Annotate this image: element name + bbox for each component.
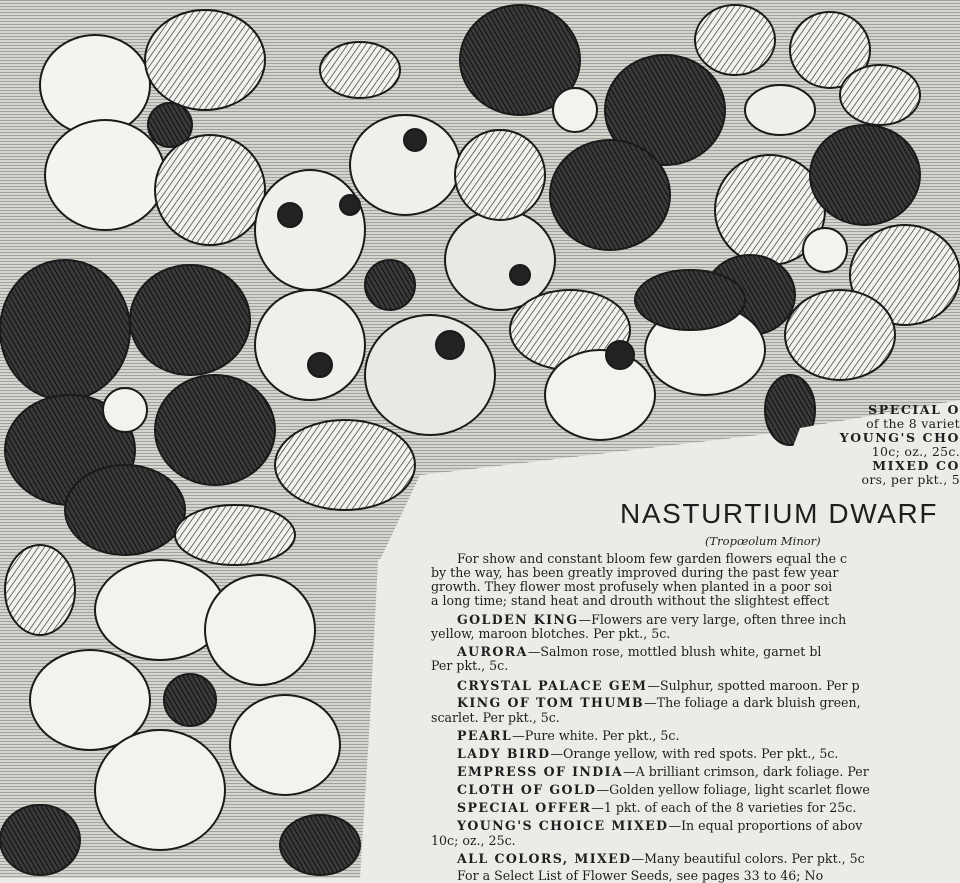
intro-line: a long time; stand heat and drouth without the slightest effect: [431, 593, 830, 608]
variety-entry: [457, 818, 862, 833]
variety-name: AURORA: [457, 644, 528, 659]
variety-entry: [457, 644, 821, 659]
variety-continuation: yellow, maroon blotches. Per pkt., 5c.: [431, 626, 671, 641]
variety-name: SPECIAL OFFER: [457, 800, 592, 815]
intro-line: by the way, has been greatly improved during the past few year: [431, 565, 839, 580]
variety-text: —Pure white. Per pkt., 5c.: [512, 728, 680, 743]
variety-continuation: 10c; oz., 25c.: [431, 833, 516, 848]
variety-text: —The foliage a dark bluish green,: [644, 695, 861, 710]
variety-entry: [457, 851, 865, 866]
variety-name: YOUNG'S CHOICE MIXED: [457, 818, 669, 833]
side-offer-line: ors, per pkt., 5: [861, 472, 960, 487]
variety-text: —Sulphur, spotted maroon. Per p: [647, 678, 860, 693]
variety-text: —1 pkt. of each of the 8 varieties for 25c.: [591, 800, 857, 815]
variety-name: PEARL: [457, 728, 513, 743]
variety-entry: [457, 764, 869, 779]
variety-name: EMPRESS OF INDIA: [457, 764, 624, 779]
variety-entry: [457, 612, 846, 627]
variety-text: —In equal proportions of abov: [668, 818, 863, 833]
variety-name: KING OF TOM THUMB: [457, 695, 645, 710]
variety-text: —Orange yellow, with red spots. Per pkt., 5c.: [550, 746, 839, 761]
section-subtitle: (Tropœolum Minor): [705, 534, 821, 548]
variety-continuation: Per pkt., 5c.: [431, 658, 509, 673]
variety-entry: [457, 782, 870, 797]
variety-name: CRYSTAL PALACE GEM: [457, 678, 648, 693]
side-offer-line: MIXED CO: [872, 458, 960, 473]
variety-text: —Salmon rose, mottled blush white, garnet bl: [527, 644, 822, 659]
intro-line: For show and constant bloom few garden flowers equal the c: [457, 551, 848, 566]
side-offer-block: [800, 403, 960, 487]
intro-line: growth. They flower most profusely when planted in a poor soi: [431, 579, 833, 594]
variety-name: ALL COLORS, MIXED: [457, 851, 632, 866]
side-offer-line: 10c; oz., 25c.: [871, 444, 960, 459]
variety-entry: [457, 678, 860, 693]
footer-note: For a Select List of Flower Seeds, see pages 33 to 46; No: [457, 868, 824, 883]
variety-text: —Golden yellow foliage, light scarlet flowe: [596, 782, 870, 797]
variety-entry: [457, 695, 861, 710]
variety-continuation: scarlet. Per pkt., 5c.: [431, 710, 560, 725]
variety-text: —Many beautiful colors. Per pkt., 5c: [631, 851, 865, 866]
variety-entry: [457, 746, 838, 761]
variety-name: LADY BIRD: [457, 746, 551, 761]
section-title: NASTURTIUM DWARF: [620, 498, 939, 529]
variety-text: —Flowers are very large, often three inch: [578, 612, 847, 627]
variety-name: CLOTH OF GOLD: [457, 782, 597, 797]
variety-name: GOLDEN KING: [457, 612, 579, 627]
side-offer-line: of the 8 variet: [866, 416, 960, 431]
variety-entry: [457, 800, 856, 815]
variety-entry: [457, 728, 679, 743]
side-offer-line: SPECIAL O: [868, 402, 960, 417]
side-offer-line: YOUNG'S CHO: [839, 430, 960, 445]
variety-text: —A brilliant crimson, dark foliage. Per: [623, 764, 869, 779]
